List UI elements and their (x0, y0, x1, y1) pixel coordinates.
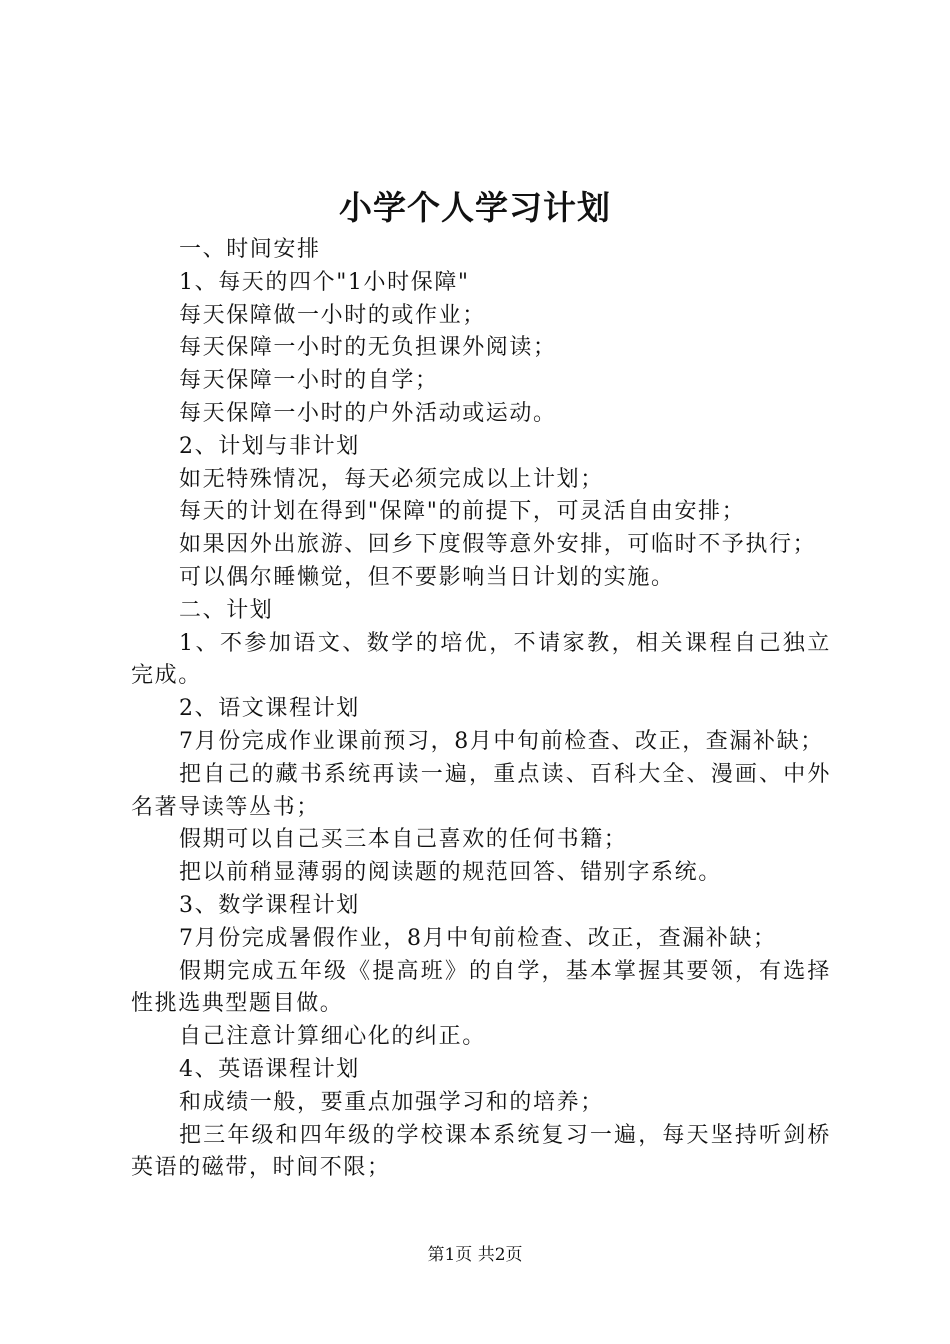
paragraph: 把三年级和四年级的学校课本系统复习一遍，每天坚持听剑桥英语的磁带，时间不限； (131, 1122, 831, 1181)
paragraph: 假期可以自己买三本自己喜欢的任何书籍； (179, 827, 628, 853)
paragraph: 如无特殊情况，每天必须完成以上计划； (179, 466, 604, 492)
paragraph: 4、英语课程计划 (179, 1056, 360, 1082)
paragraph: 把自己的藏书系统再读一遍，重点读、百科大全、漫画、中外名著导读等丛书； (131, 761, 831, 820)
paragraph: 和成绩一般，要重点加强学习和的培养； (179, 1089, 604, 1115)
paragraph: 每天保障一小时的自学； (179, 368, 439, 394)
paragraph: 自己注意计算细心化的纠正。 (179, 1024, 486, 1050)
paragraph: 3、数学课程计划 (179, 892, 360, 918)
document-body (131, 234, 831, 1185)
paragraph: 2、计划与非计划 (179, 433, 360, 459)
paragraph: 7月份完成暑假作业，8月中旬前检查、改正，查漏补缺； (179, 925, 777, 951)
paragraph: 1、每天的四个"1小时保障" (179, 269, 470, 295)
paragraph: 每天保障一小时的无负担课外阅读； (179, 335, 557, 361)
paragraph: 每天保障做一小时的或作业； (179, 302, 486, 328)
page-number-footer: 第1页 共2页 (427, 1245, 523, 1265)
paragraph: 二、计划 (179, 597, 274, 623)
paragraph: 每天保障一小时的户外活动或运动。 (179, 400, 557, 426)
paragraph: 可以偶尔睡懒觉，但不要影响当日计划的实施。 (179, 564, 675, 590)
paragraph: 7月份完成作业课前预习，8月中旬前检查、改正，查漏补缺； (179, 728, 824, 754)
paragraph: 每天的计划在得到"保障"的前提下，可灵活自由安排； (179, 499, 746, 525)
document-title: 小学个人学习计划 (339, 188, 611, 227)
paragraph: 一、时间安排 (179, 237, 321, 262)
paragraph: 1、不参加语文、数学的培优，不请家教，相关课程自己独立完成。 (131, 630, 831, 689)
paragraph: 如果因外出旅游、回乡下度假等意外安排，可临时不予执行； (179, 532, 817, 558)
paragraph: 把以前稍显薄弱的阅读题的规范回答、错别字系统。 (179, 860, 722, 886)
paragraph: 2、语文课程计划 (179, 696, 360, 722)
paragraph: 假期完成五年级《提高班》的自学，基本掌握其要领，有选择性挑选典型题目做。 (131, 958, 831, 1017)
